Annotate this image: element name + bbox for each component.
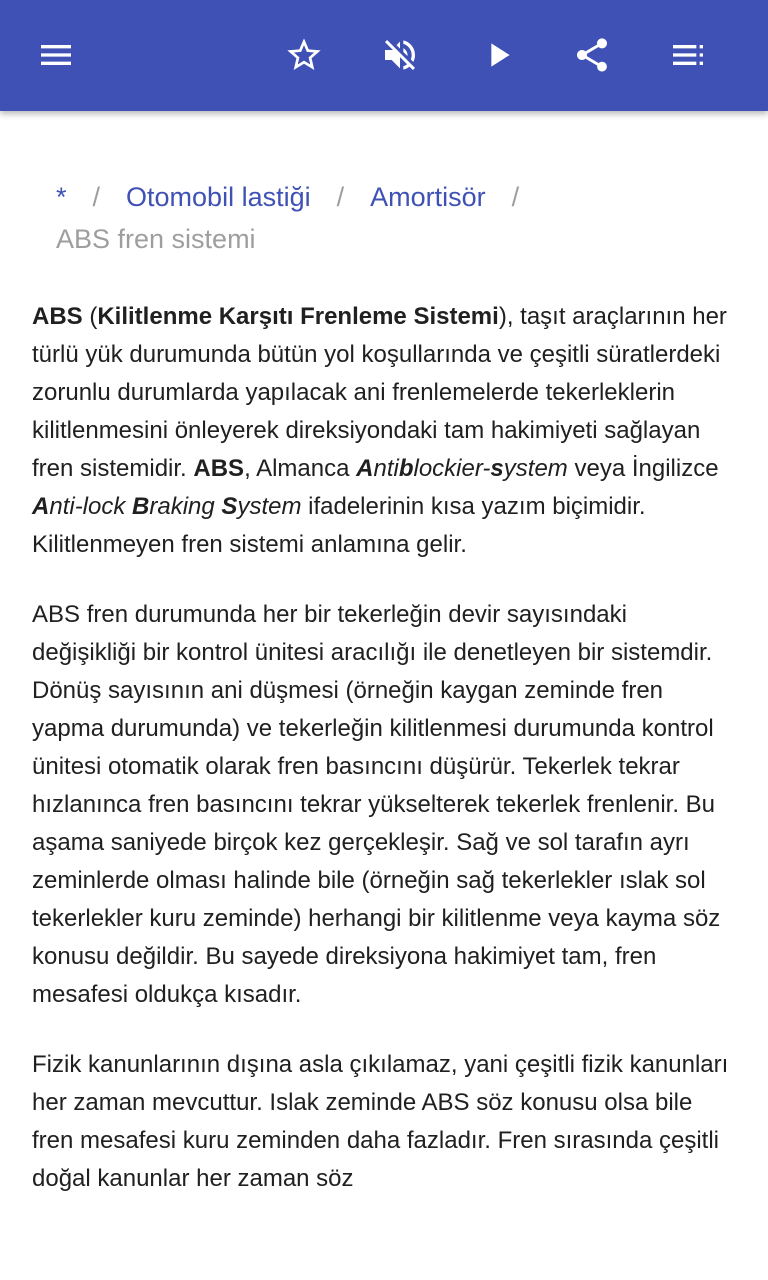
- german-term: Antiblockier-system: [356, 455, 568, 482]
- play-button[interactable]: [470, 27, 526, 83]
- sound-toggle-button[interactable]: [372, 27, 428, 83]
- breadcrumb-separator: /: [92, 182, 101, 212]
- article-paragraph: ABS fren durumunda her bir tekerleğin devir sayısındaki değişikliği bir kontrol ünitesi aracılığı ile denetleyen bir sistemdir. Dönüş sayısının ani düşmesi (örneğin kaygan zeminde fren yapma durumunda) ve tekerleğin kilitlenmesi durumunda kontrol ünitesi otomatik olarak fren basıncını düşürür. Tekerlek tekrar hızlanınca fren basıncını tekrar yükselterek tekerlek frenlenir. Bu aşama saniyede birçok kez gerçekleşir. Sağ ve sol tarafın ayrı zeminlerde olması halinde bile (örneğin sağ tekerlekler ıslak sol tekerlekler kuru zeminde) herhangi bir kilitlenme veya kayma söz konusu değildir. Bu sayede direksiyona hakimiyet tam, fren mesafesi oldukça kısadır.: [32, 601, 721, 1008]
- play-icon: [478, 35, 518, 75]
- article-paragraph: Fizik kanunlarının dışına asla çıkılamaz, yani çeşitli fizik kanunları her zaman mevcuttur. Islak zeminde ABS söz konusu olsa bile fren mesafesi kuru zeminden daha fazladır. Fren sırasında çeşitli doğal kanunlar her zaman söz: [32, 1051, 729, 1192]
- breadcrumb-item-home[interactable]: *: [56, 182, 67, 212]
- breadcrumb-current-page: ABS fren sistemi: [56, 224, 256, 254]
- contents-button[interactable]: [660, 27, 716, 83]
- share-icon: [572, 35, 612, 75]
- share-button[interactable]: [564, 27, 620, 83]
- app-toolbar: [0, 0, 768, 111]
- breadcrumb: [56, 176, 746, 260]
- article-content: [32, 298, 732, 1230]
- menu-button[interactable]: [28, 27, 84, 83]
- article-term: ABS: [193, 455, 245, 482]
- english-term: Anti-lock Braking System: [32, 493, 302, 520]
- menu-icon: [36, 35, 76, 75]
- breadcrumb-separator: /: [511, 182, 520, 212]
- favorite-button[interactable]: [276, 27, 332, 83]
- volume-off-icon: [380, 35, 420, 75]
- breadcrumb-separator: /: [336, 182, 345, 212]
- playlist-icon: [668, 35, 708, 75]
- article-paragraph: ABS (Kilitlenme Karşıtı Frenleme Sistemi), taşıt araçlarının her türlü yük durumunda bütün yol koşullarında ve çeşitli süratlerdeki zorunlu durumlarda yapılacak ani frenlemelerde tekerleklerin kilitlenmesini önleyerek direksiyondaki tam hakimiyeti sağlayan fren sistemidir. ABS, Almanca Antiblockier-system veya İngilizce Anti-lock Braking System ifadelerinin kısa yazım biçimidir. Kilitlenmeyen fren sistemi anlamına gelir.: [32, 303, 727, 558]
- article-term-expansion: Kilitlenme Karşıtı Frenleme Sistemi: [97, 303, 499, 330]
- breadcrumb-item-otomobil-lastigi[interactable]: Otomobil lastiği: [126, 182, 311, 212]
- article-term: ABS: [32, 303, 83, 330]
- breadcrumb-item-amortisor[interactable]: Amortisör: [370, 182, 486, 212]
- star-outline-icon: [284, 35, 324, 75]
